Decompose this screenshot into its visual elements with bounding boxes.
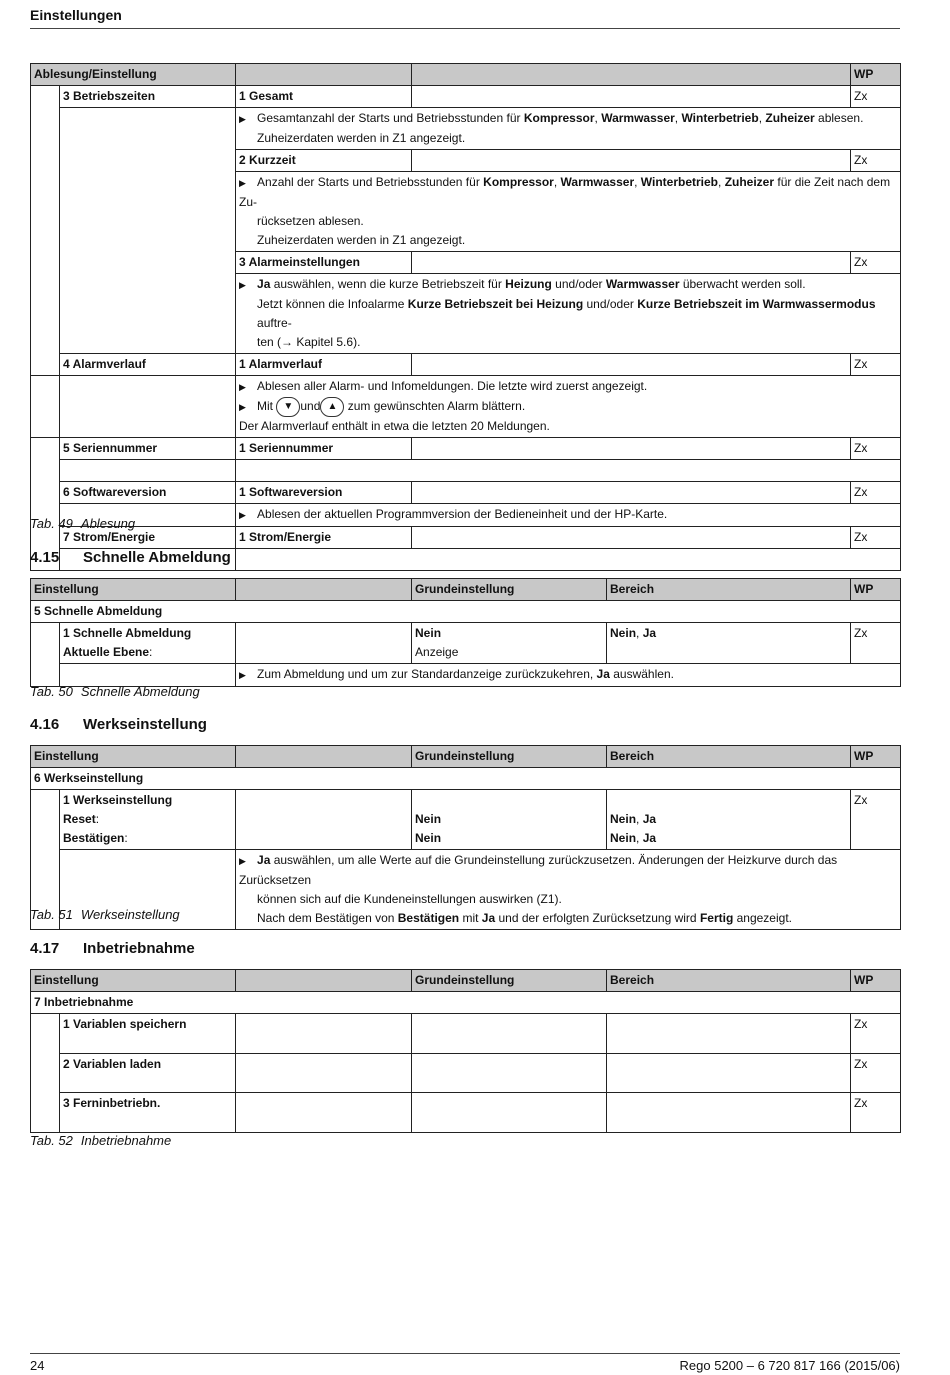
bullet-triangle-icon: ▶ — [239, 402, 246, 413]
item-label: 7 Strom/Energie — [60, 527, 236, 549]
section-heading: 4.15 Schnelle Abmeldung — [30, 549, 231, 566]
page-footer — [30, 1353, 900, 1373]
page-number: 24 — [30, 1358, 45, 1373]
description-cell: ▶ Zum Abmeldung und um zur Standardanzeige zurückzukehren, Ja auswählen. — [236, 664, 901, 687]
header-cell — [236, 64, 412, 86]
item-label: 5 Seriennummer — [60, 438, 236, 460]
wp-value: Zx — [851, 354, 901, 376]
header-cell: WP — [851, 746, 901, 768]
bullet-triangle-icon: ▶ — [239, 280, 246, 290]
table-row — [31, 790, 901, 850]
bullet-triangle-icon: ▶ — [239, 670, 246, 680]
bullet-triangle-icon: ▶ — [239, 510, 246, 521]
table-caption: Tab. 50 Schnelle Abmeldung — [30, 684, 200, 699]
range-value: Nein, Ja — [607, 623, 851, 664]
table-row — [31, 527, 901, 549]
table-row — [31, 460, 901, 482]
wp-value: Zx — [851, 790, 901, 850]
header-cell: Einstellung — [31, 970, 236, 992]
wp-value: Zx — [851, 438, 901, 460]
default-value: Nein Nein — [412, 790, 607, 850]
header-cell: Ablesung/Einstellung — [31, 64, 236, 86]
down-arrow-button-icon: ▼ — [276, 397, 300, 417]
table-header-row — [31, 64, 901, 86]
table-header-row — [31, 579, 901, 601]
description-cell: ▶ Ja auswählen, um alle Werte auf die Grundeinstellung zurückzusetzen. Änderungen der Heizkurve durch das Zurücksetzen können sich auf die Kundeneinstellungen auswirken (Z1). Nach dem Bestätigen von Bestätigen mit Ja und der erfolgten Zurücksetzung wird Fertig angezeigt. — [236, 850, 901, 930]
bullet-triangle-icon: ▶ — [239, 856, 246, 866]
header-cell: Grundeinstellung — [412, 579, 607, 601]
wp-value: Zx — [851, 482, 901, 504]
item-label: 4 Alarmverlauf — [60, 354, 236, 376]
header-cell: WP — [851, 64, 901, 86]
table-row — [31, 601, 901, 623]
table-header-row — [31, 746, 901, 768]
sub-item-label: 1 Alarmverlauf — [236, 354, 412, 376]
table-row — [31, 623, 901, 664]
table-row — [31, 1054, 901, 1093]
section-heading: 4.16 Werkseinstellung — [30, 716, 207, 733]
table-row — [31, 768, 901, 790]
up-arrow-button-icon: ▲ — [320, 397, 344, 417]
table-row — [31, 504, 901, 527]
header-cell — [236, 579, 412, 601]
group-label: 5 Schnelle Abmeldung — [31, 601, 901, 623]
bullet-triangle-icon: ▶ — [239, 114, 246, 124]
wp-value: Zx — [851, 1054, 901, 1093]
table-inbetriebnahme — [30, 969, 901, 1133]
wp-value: Zx — [851, 1014, 901, 1054]
item-label: 2 Variablen laden — [60, 1054, 236, 1093]
wp-value: Zx — [851, 1093, 901, 1133]
document-reference: Rego 5200 – 6 720 817 166 (2015/06) — [679, 1358, 900, 1373]
item-label: 3 Betriebszeiten — [60, 86, 236, 108]
header-cell: Bereich — [607, 970, 851, 992]
table-row — [31, 438, 901, 460]
sub-item-label: 1 Softwareversion — [236, 482, 412, 504]
table-caption: Tab. 49 Ablesung — [30, 516, 136, 531]
description-cell: ▶ Anzahl der Starts und Betriebsstunden für Kompressor, Warmwasser, Winterbetrieb, Zuheizer für die Zeit nach dem Zu- rücksetzen ablesen. Zuheizerdaten werden in Z1 angezeigt. — [236, 172, 901, 252]
description-cell: ▶ Gesamtanzahl der Starts und Betriebsstunden für Kompressor, Warmwasser, Winterbetrieb, Zuheizer ablesen. Zuheizerdaten werden in Z1 angezeigt. — [236, 108, 901, 150]
item-label: 6 Softwareversion — [60, 482, 236, 504]
sub-item-label: 1 Gesamt — [236, 86, 412, 108]
sub-item-label: 2 Kurzzeit — [236, 150, 412, 172]
item-label: 1 Schnelle Abmeldung Aktuelle Ebene: — [60, 623, 236, 664]
wp-value: Zx — [851, 252, 901, 274]
table-row — [31, 376, 901, 438]
range-value: Nein, Ja Nein, Ja — [607, 790, 851, 850]
table-row — [31, 354, 901, 376]
table-row — [31, 1093, 901, 1133]
item-label: 1 Werkseinstellung Reset: Bestätigen: — [60, 790, 236, 850]
table-caption: Tab. 51 Werkseinstellung — [30, 907, 180, 922]
header-cell: Grundeinstellung — [412, 970, 607, 992]
header-cell: Einstellung — [31, 579, 236, 601]
wp-value: Zx — [851, 150, 901, 172]
table-row — [31, 992, 901, 1014]
description-cell: ▶ Ja auswählen, wenn die kurze Betriebszeit für Heizung und/oder Warmwasser überwacht werden soll. Jetzt können die Infoalarme Kurze Betriebszeit bei Heizung und/oder Kurze Betriebszeit im Warmwassermodus auftre- ten (→ Kapitel 5.6). — [236, 274, 901, 354]
section-heading: 4.17 Inbetriebnahme — [30, 940, 195, 957]
header-cell: Bereich — [607, 746, 851, 768]
header-cell: Grundeinstellung — [412, 746, 607, 768]
wp-value: Zx — [851, 86, 901, 108]
bullet-triangle-icon: ▶ — [239, 178, 246, 188]
table-header-row — [31, 970, 901, 992]
item-label: 1 Variablen speichern — [60, 1014, 236, 1054]
table-schnelle-abmeldung — [30, 578, 901, 687]
sub-item-label: 1 Strom/Energie — [236, 527, 412, 549]
table-row — [31, 108, 901, 150]
table-caption: Tab. 52 Inbetriebnahme — [30, 1133, 172, 1148]
page-header: Einstellungen — [30, 7, 900, 29]
header-cell — [236, 970, 412, 992]
wp-value: Zx — [851, 527, 901, 549]
table-werkseinstellung — [30, 745, 901, 930]
table-row — [31, 1014, 901, 1054]
header-cell — [236, 746, 412, 768]
header-cell: Bereich — [607, 579, 851, 601]
sub-item-label: 3 Alarmeinstellungen — [236, 252, 412, 274]
table-ablesung — [30, 63, 901, 571]
header-cell — [412, 64, 851, 86]
header-cell: WP — [851, 970, 901, 992]
description-cell: ▶ Ablesen aller Alarm- und Infomeldungen. Die letzte wird zuerst angezeigt. ▶ Mit ▼ und ▲ zum gewünschten Alarm blättern. Der Alarmverlauf enthält in etwa die letzten 20 Meldungen. — [236, 376, 901, 438]
sub-item-label: 1 Seriennummer — [236, 438, 412, 460]
description-cell: ▶ Ablesen der aktuellen Programmversion der Bedieneinheit und der HP-Karte. — [236, 504, 901, 527]
wp-value: Zx — [851, 623, 901, 664]
header-cell: Einstellung — [31, 746, 236, 768]
table-row — [31, 86, 901, 108]
group-label: 7 Inbetriebnahme — [31, 992, 901, 1014]
item-label: 3 Ferninbetriebn. — [60, 1093, 236, 1133]
bullet-triangle-icon: ▶ — [239, 382, 246, 392]
group-label: 6 Werkseinstellung — [31, 768, 901, 790]
table-row — [31, 482, 901, 504]
header-cell: WP — [851, 579, 901, 601]
default-value: Nein Anzeige — [412, 623, 607, 664]
